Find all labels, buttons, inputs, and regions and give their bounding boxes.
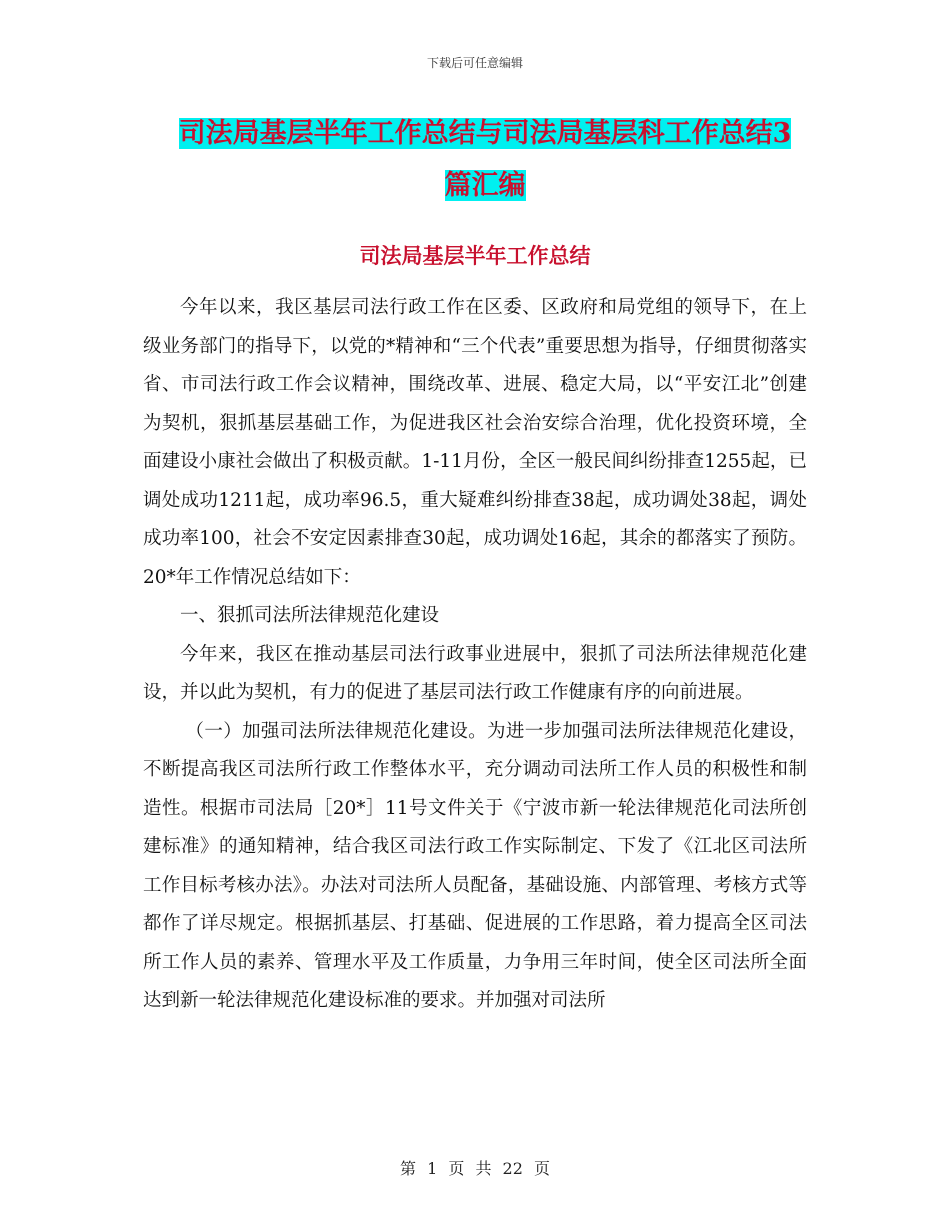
section-title: 司法局基层半年工作总结: [359, 243, 591, 268]
document-body: [143, 289, 807, 1021]
header-note: 下载后可任意编辑: [426, 56, 523, 70]
page-footer: 第 1 页 共 22 页: [400, 1159, 550, 1178]
paragraph-intro: 今年以来，我区基层司法行政工作在区委、区政府和局党组的领导下，在上级业务部门的指导下，以党的*精神和“三个代表”重要思想为指导，仔细贯彻落实省、市司法行政工作会议精神，围绕改革、进展、稳定大局，以“平安江北”创建为契机，狠抓基层基础工作，为促进我区社会治安综合治理，优化投资环境，全面建设小康社会做出了积极贡献。1-11月份，全区一般民间纠纷排查1255起，已调处成功1211起，成功率96.5，重大疑难纠纷排查38起，成功调处38起，调处成功率100，社会不安定因素排查30起，成功调处16起，其余的都落实了预防。20*年工作情况总结如下：: [143, 297, 807, 588]
paragraph-2: 今年来，我区在推动基层司法行政事业进展中，狠抓了司法所法律规范化建设，并以此为契机，有力的促进了基层司法行政工作健康有序的向前进展。: [143, 643, 807, 703]
paragraph-heading-1: 一、狠抓司法所法律规范化建设: [180, 605, 440, 626]
document-title: [145, 108, 825, 212]
paragraph-3: （一）加强司法所法律规范化建设。为进一步加强司法所法律规范化建设，不断提高我区司法所行政工作整体水平，充分调动司法所工作人员的积极性和制造性。根据市司法局［20*］11号文件关于《宁波市新一轮法律规范化司法所创建标准》的通知精神，结合我区司法行政工作实际制定、下发了《江北区司法所工作目标考核办法》。办法对司法所人员配备，基础设施、内部管理、考核方式等都作了详尽规定。根据抓基层、打基础、促进展的工作思路，着力提高全区司法所工作人员的素养、管理水平及工作质量，力争用三年时间，使全区司法所全面达到新一轮法律规范化建设标准的要求。并加强对司法所: [143, 720, 807, 1011]
document-title-line-2: 篇汇编: [444, 170, 526, 201]
document-title-line-1: 司法局基层半年工作总结与司法局基层科工作总结3: [178, 118, 792, 149]
